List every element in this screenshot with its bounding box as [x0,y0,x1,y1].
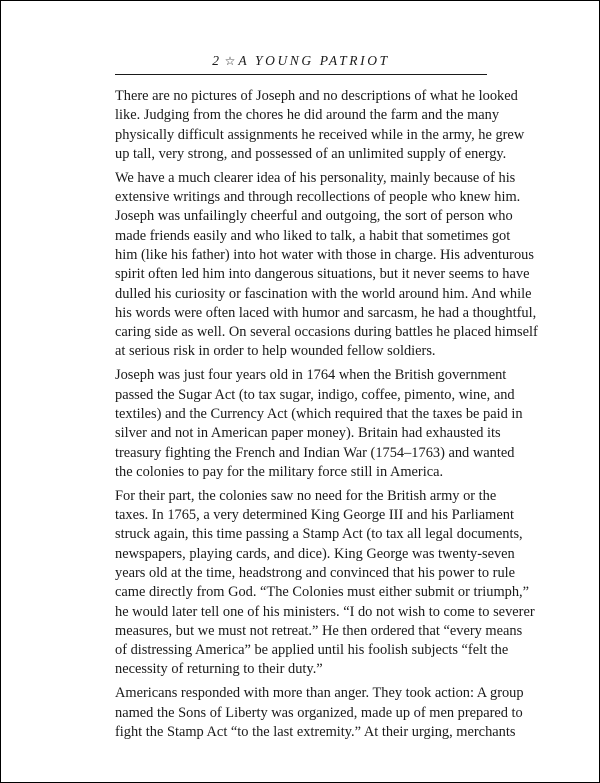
text-line: taxes. In 1765, a very determined King George III and his Parliament [115,507,514,524]
text-line: We have a much clearer idea of his personality, mainly because of his [115,169,516,186]
text-line: at serious risk in order to help wounded fellow soldiers. [115,343,436,360]
text-line: caring side as well. On several occasions during battles he placed himself [115,324,538,341]
paragraph [115,366,523,482]
text-line: There are no pictures of Joseph and no descriptions of what he looked [115,88,518,104]
text-line: silver and not in American paper money). Britain had exhausted its [115,425,501,442]
text-line: of distressing America” be applied until his foolish subjects “felt the [115,642,509,659]
chapter-title: A YOUNG PATRIOT [238,53,390,68]
text-line: his words were often laced with humor and sarcasm, he had a thoughtful, [115,304,537,321]
text-line: passed the Sugar Act (to tax sugar, indigo, coffee, pimento, wine, and [115,386,515,403]
text-line: made friends easily and who liked to talk, a habit that sometimes got [115,227,511,244]
text-line: For their part, the colonies saw no need for the British army or the [115,487,497,504]
text-line: physically difficult assignments he received while in the army, he grew [115,126,525,143]
paragraph [115,684,524,742]
text-line: treasury fighting the French and Indian War (1754–1763) and wanted [115,444,515,461]
paragraph [115,487,535,680]
text-line: the colonies to pay for the military force still in America. [115,463,444,480]
text-line: up tall, very strong, and possessed of an unlimited supply of energy. [115,145,507,162]
text-line: Joseph was just four years old in 1764 when the British government [115,367,507,384]
text-line: necessity of returning to their duty.” [115,661,323,678]
text-line: fight the Stamp Act “to the last extremity.” At their urging, merchants [115,723,516,740]
running-header [115,53,487,69]
page-number: 2 [212,53,222,68]
text-line: him (like his father) into hot water with those in charge. His adventurous [115,246,534,263]
text-line: spirit often led him into dangerous situations, but it never seems to have [115,266,530,283]
text-line: dulled his curiosity or fascination with the world around him. And while [115,285,532,302]
text-line: Americans responded with more than anger. They took action: A group [115,685,524,702]
header-rule [115,74,487,75]
text-line: textiles) and the Currency Act (which required that the taxes be paid in [115,405,523,422]
text-line: named the Sons of Liberty was organized, made up of men prepared to [115,704,523,721]
paragraph [115,87,525,164]
body-text [115,87,538,747]
text-line: like. Judging from the chores he did around the farm and the many [115,107,500,124]
text-line: came directly from God. “The Colonies must either submit or triumph,” [115,584,530,601]
text-line: years old at the time, headstrong and convinced that his power to rule [115,564,516,581]
text-line: he would later tell one of his ministers. “I do not wish to come to severer [115,603,535,620]
text-line: newspapers, playing cards, and dice). King George was twenty-seven [115,545,515,562]
paragraph [115,169,538,362]
text-line: measures, but we must not retreat.” He then ordered that “every means [115,622,523,639]
star-icon: ☆ [224,54,236,68]
text-line: struck again, this time passing a Stamp Act (to tax all legal documents, [115,526,523,543]
text-line: Joseph was unfailingly cheerful and outgoing, the sort of person who [115,208,513,225]
text-line: extensive writings and through recollections of people who knew him. [115,189,521,206]
